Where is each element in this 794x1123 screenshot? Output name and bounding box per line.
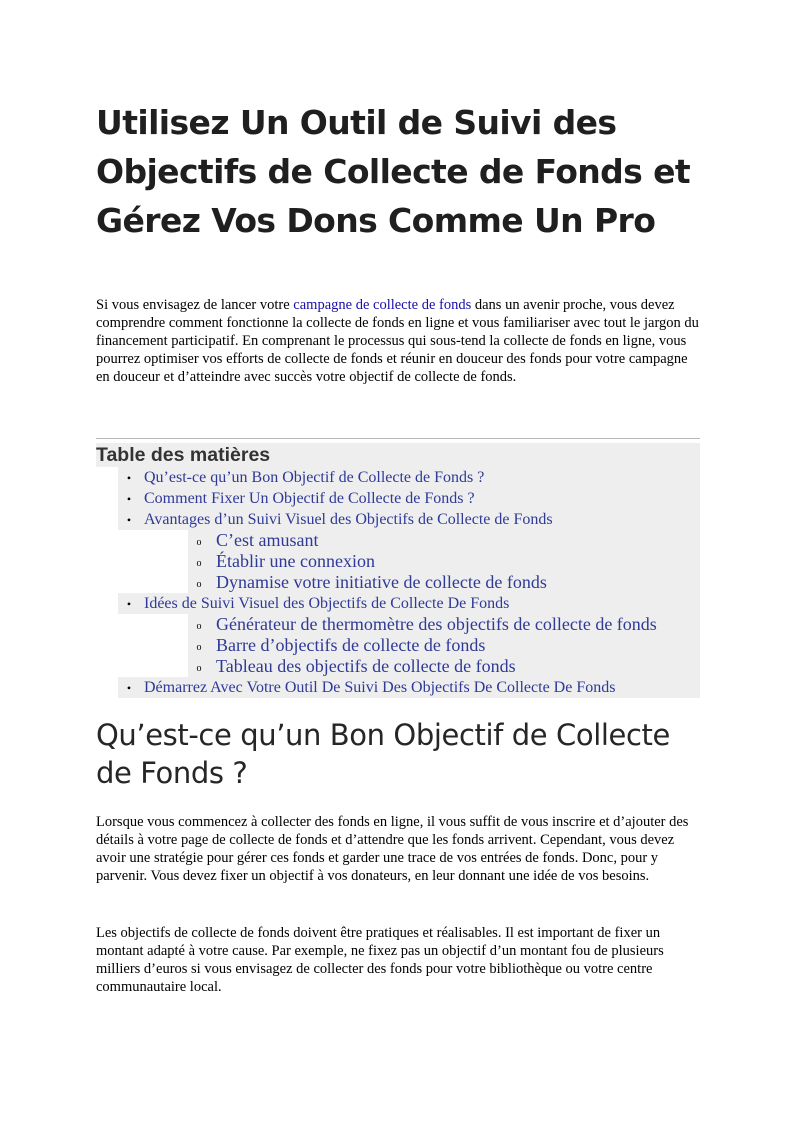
bullet-icon: • [126, 597, 132, 611]
circle-bullet-icon: o [196, 537, 202, 548]
bullet-icon: • [126, 681, 132, 695]
circle-bullet-icon: o [196, 663, 202, 674]
toc-item [118, 677, 700, 698]
toc-link[interactable]: Barre d’objectifs de collecte de fonds [216, 635, 486, 655]
toc-subitem [188, 551, 700, 572]
circle-bullet-icon: o [196, 579, 202, 590]
toc-link[interactable]: Dynamise votre initiative de collecte de fonds [216, 572, 547, 592]
intro-text-before-link: Si vous envisagez de lancer votre [96, 297, 294, 313]
toc-item [118, 593, 700, 614]
bullet-icon: • [126, 492, 132, 506]
toc-divider [96, 438, 700, 439]
bullet-icon: • [126, 471, 132, 485]
campaign-link[interactable]: campagne de collecte de fonds [293, 297, 472, 313]
body-paragraph: Lorsque vous commencez à collecter des fonds en ligne, il vous suffit de vous inscrire et d’ajouter des détails à votre page de collecte de fonds et d’attendre que les fonds arrivent. Cependant, vous devez avoir une stratégie pour gérer ces fonds et garder une trace de vos entrées de fonds. Donc, pour y parvenir. Vous devez fixer un objectif à vos donateurs, en leur donnant une idée de vos besoins. [96, 814, 689, 884]
page-title: Utilisez Un Outil de Suivi des Objectifs de Collecte de Fonds et Gérez Vos Dons Comme Un Pro [96, 103, 691, 240]
toc-link[interactable]: Avantages d’un Suivi Visuel des Objectifs de Collecte de Fonds [144, 511, 553, 528]
section-heading: Qu’est-ce qu’un Bon Objectif de Collecte de Fonds ? [96, 718, 670, 790]
toc-subitem [188, 635, 700, 656]
toc-subitem [188, 614, 700, 635]
toc-link[interactable]: Qu’est-ce qu’un Bon Objectif de Collecte de Fonds ? [144, 469, 485, 486]
intro-paragraph [96, 296, 700, 386]
toc-item [118, 488, 700, 509]
bullet-icon: • [126, 513, 132, 527]
toc-subitem [188, 572, 700, 593]
toc-link[interactable]: Générateur de thermomètre des objectifs de collecte de fonds [216, 614, 657, 634]
intro-text-after-link: dans un avenir proche, vous devez comprendre comment fonctionne la collecte de fonds en ligne et vous familiariser avec tout le jargon du financement participatif. En comprenant le processus qui sous-tend la collecte de fonds en ligne, vous pourrez optimiser vos efforts de collecte de fonds et réunir en douceur des fonds pour votre campagne en douceur et d’atteindre avec succès votre objectif de collecte de fonds. [96, 297, 699, 385]
circle-bullet-icon: o [196, 558, 202, 569]
circle-bullet-icon: o [196, 621, 202, 632]
toc-subitem [188, 656, 700, 677]
toc-link[interactable]: Établir une connexion [216, 551, 375, 571]
toc-item [118, 509, 700, 530]
toc-title: Table des matières [96, 443, 700, 467]
toc-link[interactable]: Démarrez Avec Votre Outil De Suivi Des Objectifs De Collecte De Fonds [144, 679, 616, 696]
toc-link[interactable]: Tableau des objectifs de collecte de fonds [216, 656, 516, 676]
toc-link[interactable]: C’est amusant [216, 530, 319, 550]
toc-link[interactable]: Comment Fixer Un Objectif de Collecte de Fonds ? [144, 490, 475, 507]
circle-bullet-icon: o [196, 642, 202, 653]
body-paragraph: Les objectifs de collecte de fonds doivent être pratiques et réalisables. Il est important de fixer un montant adapté à votre cause. Par exemple, ne fixez pas un objectif d’un montant fou de plusieurs milliers d’euros si vous envisagez de collecter des fonds pour votre bibliothèque ou votre centre communautaire local. [96, 925, 664, 995]
toc-subitem [188, 530, 700, 551]
toc-link[interactable]: Idées de Suivi Visuel des Objectifs de Collecte De Fonds [144, 595, 510, 612]
toc-item [118, 467, 700, 488]
